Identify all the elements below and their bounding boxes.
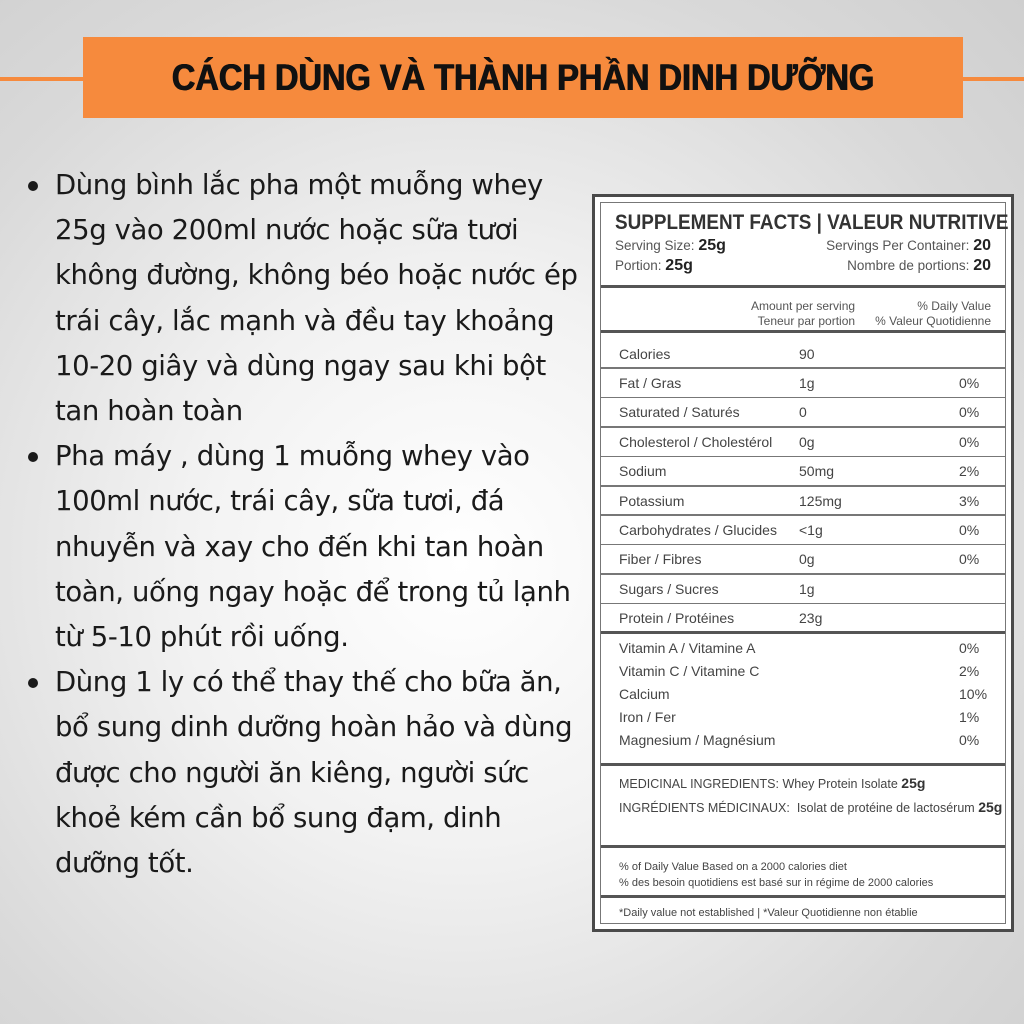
nutrient-row: [601, 604, 1005, 633]
bullet-icon: [28, 678, 38, 688]
vitamin-daily-value: 10%: [959, 686, 988, 702]
vitamin-row: [601, 732, 1005, 755]
servings-per-container: [826, 237, 991, 255]
serving-size-value: 25g: [698, 237, 726, 254]
dv-en: % Daily Value: [917, 299, 991, 313]
usage-text: Dùng bình lắc pha một muỗng whey 25g vào 200ml nước hoặc sữa tươi không đường, không béo hoặc nước ép trái cây, lắc mạnh và đều tay khoảng 10-20 giây và dùng ngay sau khi bột tan hoàn toàn: [55, 169, 578, 428]
list-item: [25, 163, 580, 434]
amount-per-serving: [751, 299, 855, 329]
divider: [601, 631, 1005, 634]
vitamin-daily-value: 0%: [959, 732, 980, 748]
vitamin-name: Iron / Fer: [619, 709, 676, 725]
row-divider: [601, 573, 1005, 575]
list-item: [25, 660, 580, 886]
nutrient-daily-value: 0%: [959, 522, 980, 539]
nutrient-row: [601, 427, 1005, 456]
row-divider: [601, 397, 1005, 399]
nutrient-name: Protein / Protéines: [619, 610, 735, 627]
nutrient-amount: 23g: [799, 610, 823, 627]
nutrient-name: Saturated / Saturés: [619, 404, 740, 421]
amount-en: Amount per serving: [751, 299, 856, 313]
portion-label: Portion:: [615, 258, 662, 273]
divider: [601, 763, 1005, 766]
row-divider: [601, 367, 1005, 369]
nutrient-name: Calories: [619, 345, 671, 362]
nutrient-amount: 0g: [799, 551, 815, 568]
footnote-daily-value-en: % of Daily Value Based on a 2000 calories diet: [619, 861, 847, 873]
vitamin-name: Magnesium / Magnésium: [619, 732, 776, 748]
row-divider: [601, 456, 1005, 458]
dv-fr: % Valeur Quotidienne: [875, 314, 991, 328]
nutrient-daily-value: 2%: [959, 463, 980, 480]
nutrient-row: [601, 339, 1005, 368]
usage-instructions-list: [25, 163, 580, 886]
vitamin-daily-value: 0%: [959, 640, 980, 656]
nutrient-name: Fiber / Fibres: [619, 551, 702, 568]
facts-frame: [600, 202, 1009, 924]
amount-fr: Teneur par portion: [757, 314, 856, 328]
divider: [601, 330, 1005, 333]
servings-label: Servings Per Container:: [826, 238, 970, 253]
medicinal-ingredients-fr: [619, 799, 1002, 815]
nutrient-row: [601, 398, 1005, 427]
portions-value: 20: [973, 257, 991, 274]
vitamin-row: [601, 686, 1005, 709]
row-divider: [601, 603, 1005, 605]
nutrient-amount: 125mg: [799, 492, 842, 509]
ingredients-fr-label: INGRÉDIENTS MÉDICINAUX:: [619, 801, 790, 815]
nutrient-daily-value: 0%: [959, 433, 980, 450]
title-banner: [83, 37, 963, 118]
nutrient-row: [601, 486, 1005, 515]
row-divider: [601, 485, 1005, 487]
bullet-icon: [28, 452, 38, 462]
nutrient-daily-value: 0%: [959, 404, 980, 421]
page-title: CÁCH DÙNG VÀ THÀNH PHẦN DINH DƯỠNG: [171, 56, 875, 98]
list-item: [25, 434, 580, 660]
nutrient-row: [601, 368, 1005, 397]
vitamin-daily-value: 1%: [959, 709, 980, 725]
nutrient-daily-value: 0%: [959, 551, 980, 568]
vitamin-name: Calcium: [619, 686, 670, 702]
nutrient-daily-value: 3%: [959, 492, 980, 509]
nutrient-amount: 0: [799, 404, 807, 421]
portions-label: Nombre de portions:: [847, 258, 970, 273]
ingredients-en-label: MEDICINAL INGREDIENTS:: [619, 777, 779, 791]
medicinal-ingredients-en: [619, 775, 925, 791]
ingredients-en-amount: 25g: [901, 775, 926, 791]
nutrient-name: Sodium: [619, 463, 667, 480]
amount-header: [751, 299, 991, 329]
vitamin-daily-value: 2%: [959, 663, 980, 679]
nutrient-amount: <1g: [799, 522, 823, 539]
divider: [601, 895, 1005, 898]
row-divider: [601, 426, 1005, 428]
nutrient-amount: 90: [799, 345, 815, 362]
vitamin-name: Vitamin A / Vitamine A: [619, 640, 756, 656]
portion: [615, 257, 693, 275]
footnote-daily-value-fr: % des besoin quotidiens est basé sur in régime de 2000 calories: [619, 877, 934, 889]
nutrient-amount: 1g: [799, 580, 815, 597]
nutrient-name: Potassium: [619, 492, 685, 509]
row-divider: [601, 514, 1005, 516]
nutrient-amount: 1g: [799, 375, 815, 392]
usage-text: Pha máy , dùng 1 muỗng whey vào 100ml nước, trái cây, sữa tươi, đá nhuyễn và xay cho đến khi tan hoàn toàn, uống ngay hoặc để trong tủ lạnh từ 5-10 phút rồi uống.: [55, 440, 571, 654]
nutrient-name: Fat / Gras: [619, 375, 682, 392]
serving-row: [615, 237, 991, 255]
ingredients-fr-value: Isolat de protéine de lactosérum: [796, 801, 975, 815]
usage-text: Dùng 1 ly có thể thay thế cho bữa ăn, bổ sung dinh dưỡng hoàn hảo và dùng được cho người ăn kiêng, người sức khoẻ kém cần bổ sung đạm, dinh dưỡng tốt.: [55, 666, 573, 880]
facts-title: SUPPLEMENT FACTS | VALEUR NUTRITIVE: [615, 211, 1009, 234]
ingredients-fr-amount: 25g: [978, 799, 1003, 815]
row-divider: [601, 544, 1005, 546]
portion-value: 25g: [665, 257, 693, 274]
nutrient-name: Sugars / Sucres: [619, 580, 719, 597]
nutrient-row: [601, 515, 1005, 544]
nutrient-name: Carbohydrates / Glucides: [619, 522, 777, 539]
portion-row: [615, 257, 991, 275]
serving-size-label: Serving Size:: [615, 238, 695, 253]
divider: [601, 285, 1005, 288]
servings-value: 20: [973, 237, 991, 254]
nutrient-amount: 0g: [799, 433, 815, 450]
nutrient-row: [601, 545, 1005, 574]
nutrient-row: [601, 457, 1005, 486]
daily-value-header: [875, 299, 991, 329]
bullet-icon: [28, 181, 38, 191]
ingredients-en-value: Whey Protein Isolate: [782, 777, 898, 791]
supplement-facts-panel: [592, 194, 1014, 932]
vitamin-name: Vitamin C / Vitamine C: [619, 663, 760, 679]
footnote-not-established: *Daily value not established | *Valeur Quotidienne non établie: [619, 907, 918, 919]
divider: [601, 845, 1005, 848]
nutrient-daily-value: 0%: [959, 375, 980, 392]
vitamin-row: [601, 663, 1005, 686]
nutrient-row: [601, 574, 1005, 603]
number-of-portions: [847, 257, 991, 275]
nutrient-name: Cholesterol / Cholestérol: [619, 433, 773, 450]
vitamin-row: [601, 640, 1005, 663]
nutrient-amount: 50mg: [799, 463, 835, 480]
serving-size: [615, 237, 726, 255]
vitamin-row: [601, 709, 1005, 732]
facts-header: [615, 211, 1009, 275]
